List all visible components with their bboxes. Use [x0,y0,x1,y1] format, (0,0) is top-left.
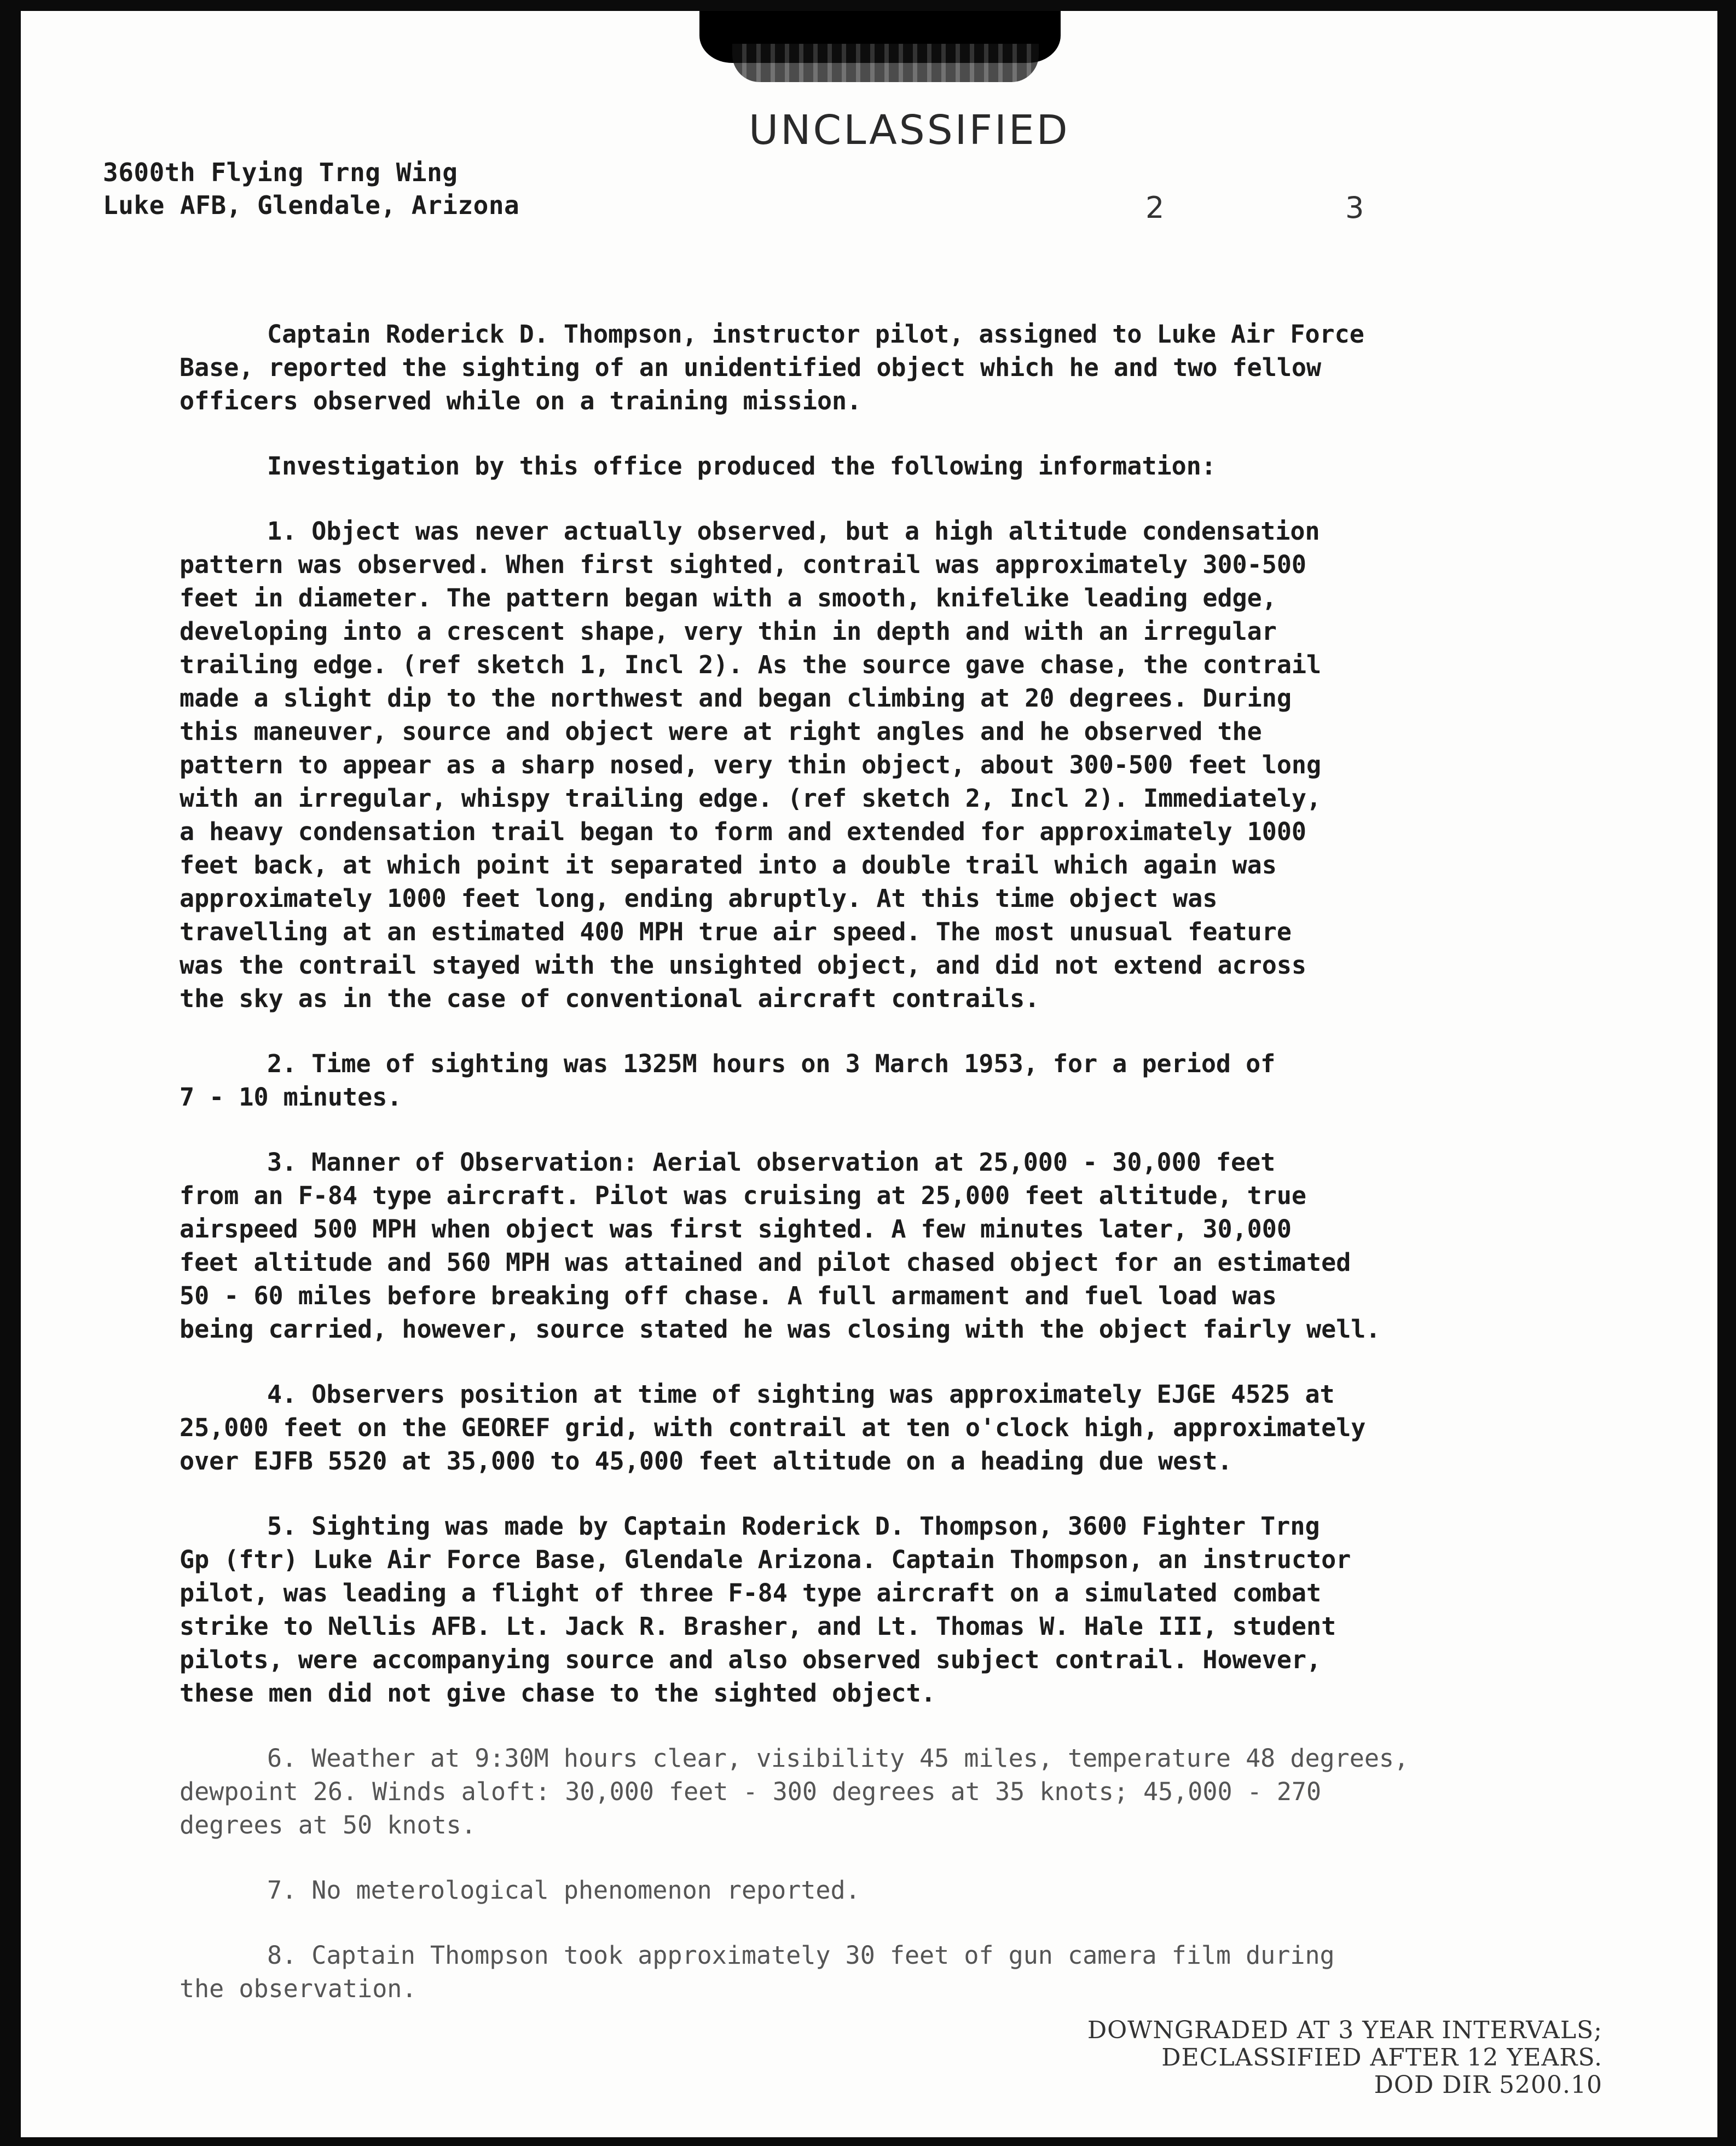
document-body [180,317,1581,2005]
paragraph-line: feet in diameter. The pattern began with a smooth, knifelike leading edge, [180,583,1277,612]
paragraph-line: officers observed while on a training mission. [180,386,862,415]
paragraph-line: approximately 1000 feet long, ending abruptly. At this time object was [180,884,1218,913]
paragraph-line: pattern to appear as a sharp nosed, very thin object, about 300-500 feet long [180,750,1322,779]
paragraph-line: trailing edge. (ref sketch 1, Incl 2). As the source gave chase, the contrail [180,650,1322,679]
paragraph-line: with an irregular, whispy trailing edge. (ref sketch 2, Incl 2). Immediately, [180,784,1322,813]
paragraph-line: made a slight dip to the northwest and began climbing at 20 degrees. During [180,684,1292,713]
paragraph-line: airspeed 500 MPH when object was first sighted. A few minutes later, 30,000 [180,1214,1292,1243]
paragraph-10 [180,1939,1581,2005]
paragraph-line: feet altitude and 560 MPH was attained and pilot chased object for an estimated [180,1248,1351,1277]
paragraph-line: the sky as in the case of conventional aircraft contrails. [180,984,1040,1013]
paragraph-9 [180,1873,1581,1907]
paragraph-4 [180,1047,1581,1114]
document-page [21,11,1717,2137]
paragraph-line: 2. Time of sighting was 1325M hours on 3 March 1953, for a period of [267,1049,1276,1078]
paragraph-line: 25,000 feet on the GEOREF grid, with contrail at ten o'clock high, approximately [180,1413,1366,1442]
paragraph-line: strike to Nellis AFB. Lt. Jack R. Brasher, and Lt. Thomas W. Hale III, student [180,1612,1336,1641]
paragraph-line: was the contrail stayed with the unsighted object, and did not extend across [180,951,1307,980]
paragraph-line: Gp (ftr) Luke Air Force Base, Glendale Arizona. Captain Thompson, an instructor [180,1545,1351,1574]
paragraph-line: dewpoint 26. Winds aloft: 30,000 feet - 300 degrees at 35 knots; 45,000 - 270 [180,1777,1322,1806]
paragraph-5 [180,1146,1581,1346]
paragraph-line: developing into a crescent shape, very thin in depth and with an irregular [180,617,1277,646]
unit-line-2: Luke AFB, Glendale, Arizona [103,190,520,220]
paragraph-line: these men did not give chase to the sighted object. [180,1679,936,1708]
paragraph-line: 7. No meterological phenomenon reported. [267,1876,860,1905]
paragraph-line: Investigation by this office produced the following information: [267,452,1216,481]
paragraph-line: over EJFB 5520 at 35,000 to 45,000 feet altitude on a heading due west. [180,1447,1232,1476]
paragraph-line: Base, reported the sighting of an unidentified object which he and two fellow [180,353,1322,382]
paragraph-line: being carried, however, source stated he was closing with the object fairly well. [180,1315,1381,1344]
classification-marking: UNCLASSIFIED [749,107,1070,154]
paragraph-8 [180,1742,1581,1842]
paragraph-line: pilots, were accompanying source and also observed subject contrail. However, [180,1645,1322,1674]
page-number-b: 3 [1345,190,1364,225]
stamp-line-2: DECLASSIFIED AFTER 12 YEARS. [1161,2044,1602,2072]
paragraph-line: pilot, was leading a flight of three F-84 type aircraft on a simulated combat [180,1578,1322,1607]
paragraph-line: 6. Weather at 9:30M hours clear, visibility 45 miles, temperature 48 degrees, [267,1744,1409,1773]
paragraph-2 [180,449,1581,483]
redaction-bar-edge [732,44,1039,82]
paragraph-line: feet back, at which point it separated into a double trail which again was [180,851,1277,880]
paragraph-line: from an F-84 type aircraft. Pilot was cruising at 25,000 feet altitude, true [180,1181,1307,1210]
paragraph-line: 8. Captain Thompson took approximately 30 feet of gun camera film during [267,1941,1335,1970]
paragraph-line: degrees at 50 knots. [180,1810,476,1840]
paragraph-line: 50 - 60 miles before breaking off chase. A full armament and fuel load was [180,1281,1277,1310]
paragraph-7 [180,1509,1581,1710]
paragraph-6 [180,1378,1581,1478]
paragraph-line: Captain Roderick D. Thompson, instructor pilot, assigned to Luke Air Force [267,320,1364,349]
downgrade-stamp [896,2017,1602,2099]
paragraph-line: 3. Manner of Observation: Aerial observation at 25,000 - 30,000 feet [267,1148,1276,1177]
paragraph-line: 7 - 10 minutes. [180,1083,402,1112]
stamp-line-1: DOWNGRADED AT 3 YEAR INTERVALS; [1087,2016,1602,2044]
paragraph-line: pattern was observed. When first sighted, contrail was approximately 300-500 [180,550,1307,579]
paragraph-line: the observation. [180,1974,417,2003]
page-number-a: 2 [1145,190,1165,225]
paragraph-3 [180,514,1581,1015]
stamp-line-3: DOD DIR 5200.10 [1374,2071,1602,2099]
paragraph-line: a heavy condensation trail began to form and extended for approximately 1000 [180,817,1307,846]
paragraph-1 [180,317,1581,418]
paragraph-line: this maneuver, source and object were at right angles and he observed the [180,717,1262,746]
paragraph-line: 1. Object was never actually observed, but a high altitude condensation [267,517,1320,546]
paragraph-line: travelling at an estimated 400 MPH true air speed. The most unusual feature [180,917,1292,946]
paragraph-line: 4. Observers position at time of sighting was approximately EJGE 4525 at [267,1380,1335,1409]
paragraph-line: 5. Sighting was made by Captain Roderick D. Thompson, 3600 Fighter Trng [267,1512,1320,1541]
unit-line-1: 3600th Flying Trng Wing [103,158,458,187]
